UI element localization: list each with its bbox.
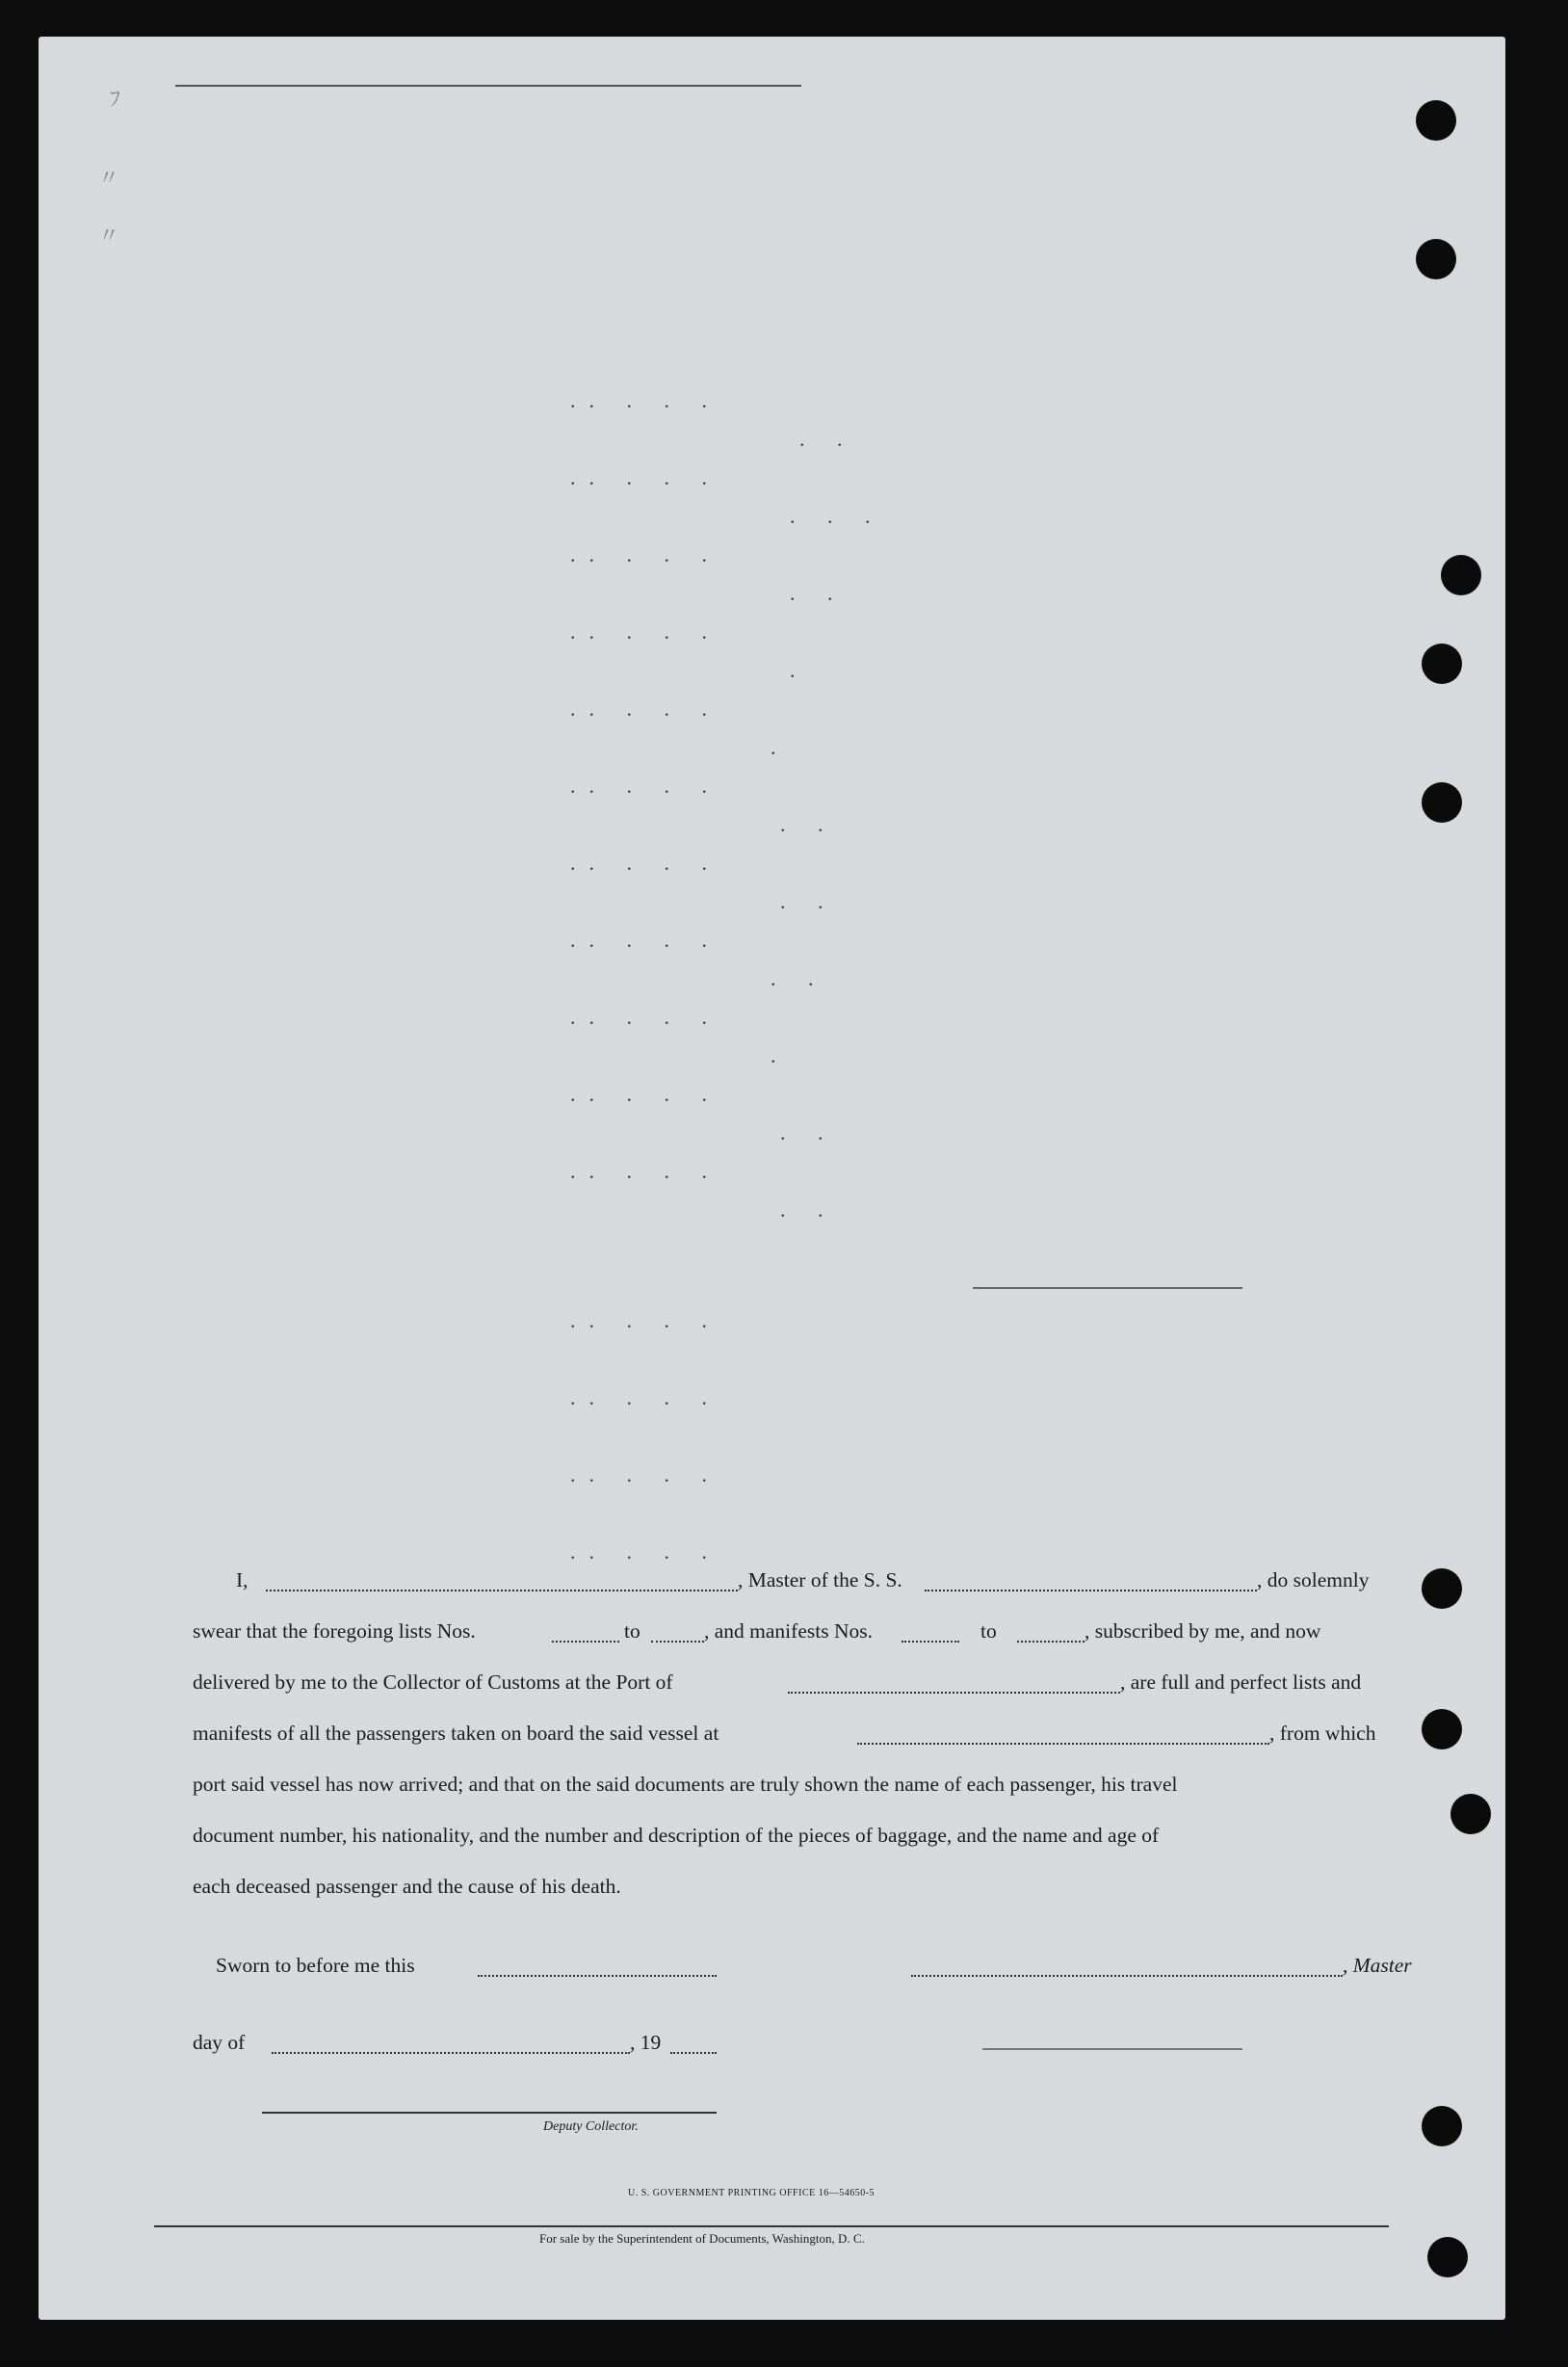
oath-from: , from which [1269, 1722, 1376, 1745]
bleed-through-dots: . [790, 658, 809, 682]
master-name-field[interactable] [266, 1572, 738, 1591]
oath-delivered: delivered by me to the Collector of Customs at the Port of [193, 1670, 673, 1694]
bleed-through-dots: . [771, 735, 790, 759]
oath-line-1 [193, 1568, 1427, 1597]
bleed-through-dots: .. . . . [570, 928, 720, 952]
punch-hole [1416, 239, 1456, 279]
punch-hole [1427, 2237, 1468, 2277]
oath-line-4 [193, 1722, 1427, 1750]
oath-swear: swear that the foregoing lists Nos. [193, 1619, 476, 1643]
bleed-through-dots: . . [771, 966, 827, 990]
master-signature-field[interactable] [911, 1958, 1343, 1977]
oath-text-7: each deceased passenger and the cause of his death. [193, 1875, 621, 1898]
bleed-through-mark: ﾌ [110, 87, 121, 111]
punch-hole [1422, 1568, 1462, 1609]
oath-line-3 [193, 1670, 1427, 1699]
list-to-field[interactable] [651, 1623, 704, 1643]
master-label: , Master [1343, 1954, 1412, 1977]
bleed-through-dots: . . [780, 889, 837, 913]
punch-hole [1450, 1794, 1491, 1834]
oath-solemnly: , do solemnly [1257, 1568, 1370, 1591]
bleed-through-dots: .. . . . [570, 1462, 720, 1486]
bleed-through-dots: .. . . . [570, 465, 720, 489]
bleed-through-dots: . . [790, 581, 847, 605]
bleed-through-dots: . . . [790, 504, 884, 528]
punch-hole [1422, 1709, 1462, 1749]
sworn-label: Sworn to before me this [216, 1954, 415, 1977]
oath-line-5 [193, 1773, 1427, 1802]
footer-sale-notice: For sale by the Superintendent of Documents, Washington, D. C. [539, 2231, 865, 2246]
punch-hole [1422, 782, 1462, 823]
bleed-through-dots: . . [780, 812, 837, 836]
sworn-day-field[interactable] [478, 1958, 717, 1977]
bleed-through-mark: 〃 [98, 224, 120, 248]
bleed-through-dots: .. . . . [570, 1005, 720, 1029]
oath-text-5: port said vessel has now arrived; and that on the said documents are truly shown the name of each passenger, his travel [193, 1773, 1178, 1796]
bleed-through-dots: .. . . . [570, 619, 720, 644]
oath-line-7 [193, 1875, 1427, 1904]
year-field[interactable] [670, 2035, 717, 2054]
deputy-signature-line [262, 2112, 717, 2114]
bleed-through-dots: .. . . . [570, 388, 720, 412]
punch-hole [1422, 644, 1462, 684]
manifest-from-field[interactable] [902, 1623, 959, 1643]
document-page [39, 37, 1505, 2320]
bleed-through-dots: . . [780, 1120, 837, 1144]
bleed-through-dots: .. . . . [570, 1082, 720, 1106]
punch-hole [1416, 100, 1456, 141]
deputy-label: Deputy Collector. [543, 2119, 639, 2134]
bleed-through-dots: .. . . . [570, 542, 720, 566]
faint-rule [973, 1287, 1242, 1289]
bleed-through-dots: .. . . . [570, 1385, 720, 1409]
oath-manifests-all: manifests of all the passengers taken on board the said vessel at [193, 1722, 719, 1745]
oath-full: , are full and perfect lists and [1120, 1670, 1362, 1694]
bleed-through-dots: . . [799, 427, 856, 451]
faint-rule [982, 2048, 1242, 2050]
bleed-through-dots: .. . . . [570, 1159, 720, 1183]
gpo-imprint: U. S. GOVERNMENT PRINTING OFFICE 16—54650-5 [628, 2188, 875, 2198]
header-rule [175, 85, 801, 87]
oath-master-of: , Master of the S. S. [738, 1568, 902, 1591]
oath-line-2 [193, 1619, 1427, 1648]
oath-text-6: document number, his nationality, and the number and description of the pieces of baggage, and the name and age of [193, 1824, 1160, 1847]
embarkation-port-field[interactable] [857, 1725, 1269, 1745]
bleed-through-dots: .. . . . [570, 1308, 720, 1332]
day-of-label: day of [193, 2031, 246, 2054]
oath-subscribed: , subscribed by me, and now [1085, 1619, 1321, 1643]
port-field[interactable] [788, 1674, 1120, 1694]
bleed-through-dots: .. . . . [570, 1539, 720, 1564]
manifest-to-field[interactable] [1017, 1623, 1085, 1643]
oath-i: I, [236, 1568, 248, 1591]
oath-line-6 [193, 1824, 1427, 1853]
list-from-field[interactable] [552, 1623, 619, 1643]
bleed-through-mark: 〃 [98, 166, 120, 190]
month-field[interactable] [272, 2035, 630, 2054]
bleed-through-dots: .. . . . [570, 697, 720, 721]
oath-to-2: to [980, 1619, 997, 1643]
oath-manifests: , and manifests Nos. [704, 1619, 873, 1643]
punch-hole [1422, 2106, 1462, 2146]
ship-name-field[interactable] [925, 1572, 1257, 1591]
punch-hole [1441, 555, 1481, 595]
year-prefix: , 19 [630, 2031, 662, 2054]
bleed-through-dots: .. . . . [570, 851, 720, 875]
bleed-through-dots: . . [780, 1197, 837, 1222]
bleed-through-dots: .. . . . [570, 774, 720, 798]
footer-rule [154, 2225, 1389, 2227]
bleed-through-dots: . [771, 1043, 790, 1067]
oath-to-1: to [624, 1619, 640, 1643]
